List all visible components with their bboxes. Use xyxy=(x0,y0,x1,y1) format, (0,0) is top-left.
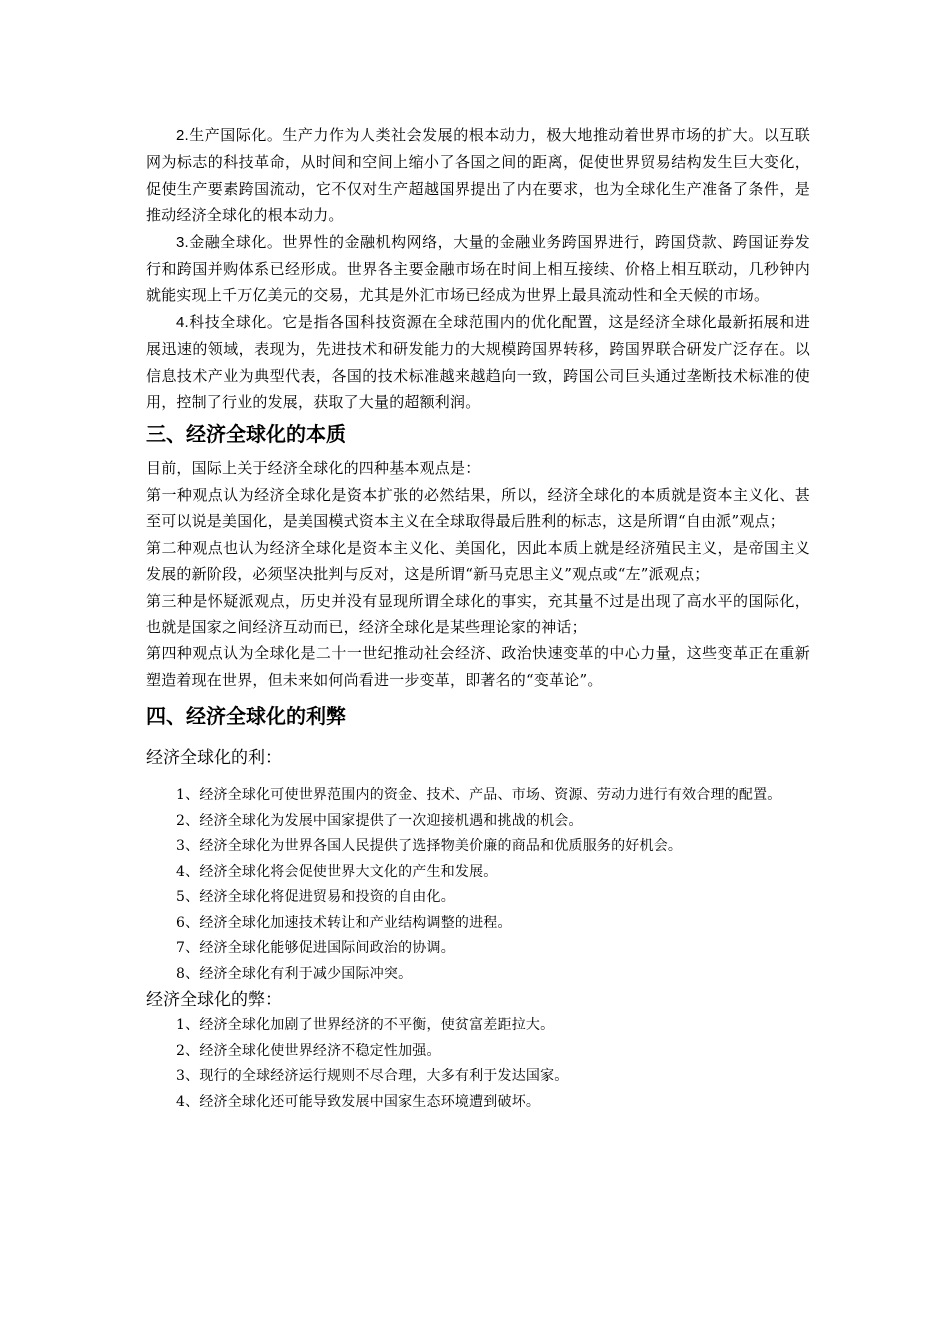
item-number: 1、 xyxy=(176,1017,200,1034)
cons-list-item xyxy=(146,1039,810,1065)
item-text: 经济全球化能够促进国际间政治的协调。 xyxy=(199,940,455,957)
document-body xyxy=(146,122,810,1115)
pros-list-item xyxy=(146,860,810,886)
item-text: 经济全球化加剧了世界经济的不平衡，使贫富差距拉大。 xyxy=(199,1017,555,1034)
view-paragraph: 第二种观点也认为经济全球化是资本主义化、美国化，因此本质上就是经济殖民主义，是帝国主义发展的新阶段，必须坚决批判与反对，这是所谓“新马克思主义”观点或“左”派观点； xyxy=(146,538,810,584)
cons-title: 经济全球化的弊： xyxy=(146,990,282,1011)
cons-list-item xyxy=(146,1013,810,1039)
item-number: 4、 xyxy=(176,1093,200,1110)
item-number: 2. xyxy=(176,127,189,144)
item-number: 3、 xyxy=(176,1068,200,1085)
item-number: 2、 xyxy=(176,1042,200,1059)
item-number: 3. xyxy=(176,233,189,251)
pros-list-item xyxy=(146,885,810,911)
view-paragraph: 第三种是怀疑派观点，历史并没有显现所谓全球化的事实，充其量不过是出现了高水平的国际化，也就是国家之间经济互动而已，经济全球化是某些理论家的神话； xyxy=(146,591,810,636)
pros-list-item xyxy=(146,936,810,962)
item-number: 2、 xyxy=(176,812,200,829)
item-number: 5、 xyxy=(176,889,200,906)
pros-list-item xyxy=(146,809,810,835)
pros-list-item xyxy=(146,834,810,860)
item-text: 经济全球化将促进贸易和投资的自由化。 xyxy=(199,889,455,906)
item-text: 经济全球化为世界各国人民提供了选择物美价廉的商品和优质服务的好机会。 xyxy=(199,838,683,855)
cons-list-item xyxy=(146,1064,810,1090)
pros-list-item xyxy=(146,783,810,809)
item-number: 8、 xyxy=(176,965,200,982)
item-number: 3、 xyxy=(176,838,200,855)
paragraph-finance-globalization xyxy=(146,229,810,309)
item-number: 6、 xyxy=(176,914,200,931)
paragraph-tech-globalization xyxy=(146,309,810,416)
item-text: 科技全球化。它是指各国科技资源在全球范围内的优化配置，这是经济全球化最新拓展和进展迅速的领域，表现为，先进技术和研发能力的大规模跨国界转移，跨国界联合研发广泛存在。以信息技术产业为典型代表，各国的技术标准越来越趋向一致，跨国公司巨头通过垄断技术标准的使用，控制了行业的发展，获取了大量的超额利润。 xyxy=(146,312,810,412)
pros-list-item xyxy=(146,911,810,937)
item-text: 经济全球化为发展中国家提供了一次迎接机遇和挑战的机会。 xyxy=(199,812,583,829)
view-paragraph: 第一种观点认为经济全球化是资本扩张的必然结果，所以，经济全球化的本质就是资本主义化、甚至可以说是美国化，是美国模式资本主义在全球取得最后胜利的标志，这是所谓“自由派”观点； xyxy=(146,485,810,531)
view-paragraph: 第四种观点认为全球化是二十一世纪推动社会经济、政治快速变革的中心力量，这些变革正在重新塑造着现在世界，但未来如何尚看进一步变革，即著名的“变革论”。 xyxy=(146,644,810,689)
essence-intro: 目前，国际上关于经济全球化的四种基本观点是： xyxy=(146,459,481,478)
section-heading-pros-cons: 四、经济全球化的利弊 xyxy=(146,704,346,729)
section-heading-essence: 三、经济全球化的本质 xyxy=(146,422,346,447)
paragraph-production-globalization xyxy=(146,122,810,229)
cons-list-item xyxy=(146,1090,810,1116)
item-number: 4、 xyxy=(176,863,200,880)
item-number: 4. xyxy=(176,313,189,331)
item-number: 1、 xyxy=(176,787,200,804)
item-text: 经济全球化加速技术转让和产业结构调整的进程。 xyxy=(199,914,512,931)
pros-list-item xyxy=(146,962,810,988)
item-text: 经济全球化可使世界范围内的资金、技术、产品、市场、资源、劳动力进行有效合理的配置。 xyxy=(199,787,782,804)
item-number: 7、 xyxy=(176,940,200,957)
item-text: 生产国际化。生产力作为人类社会发展的根本动力，极大地推动着世界市场的扩大。以互联网为标志的科技革命，从时间和空间上缩小了各国之间的距离，促使世界贸易结构发生巨大变化，促使生产要素跨国流动，它不仅对生产超越国界提出了内在要求，也为全球化生产准备了条件，是推动经济全球化的根本动力。 xyxy=(146,126,810,225)
item-text: 金融全球化。世界性的金融机构网络，大量的金融业务跨国界进行，跨国贷款、跨国证券发行和跨国并购体系已经形成。世界各主要金融市场在时间上相互接续、价格上相互联动，几秒钟内就能实现上千万亿美元的交易，尤其是外汇市场已经成为世界上最具流动性和全天候的市场。 xyxy=(146,232,810,305)
item-text: 经济全球化将会促使世界大文化的产生和发展。 xyxy=(199,863,498,880)
pros-title: 经济全球化的利： xyxy=(146,748,282,769)
item-text: 现行的全球经济运行规则不尽合理，大多有利于发达国家。 xyxy=(199,1068,569,1085)
item-text: 经济全球化还可能导致发展中国家生态环境遭到破坏。 xyxy=(199,1093,541,1110)
item-text: 经济全球化使世界经济不稳定性加强。 xyxy=(199,1042,441,1059)
item-text: 经济全球化有利于减少国际冲突。 xyxy=(199,965,413,982)
